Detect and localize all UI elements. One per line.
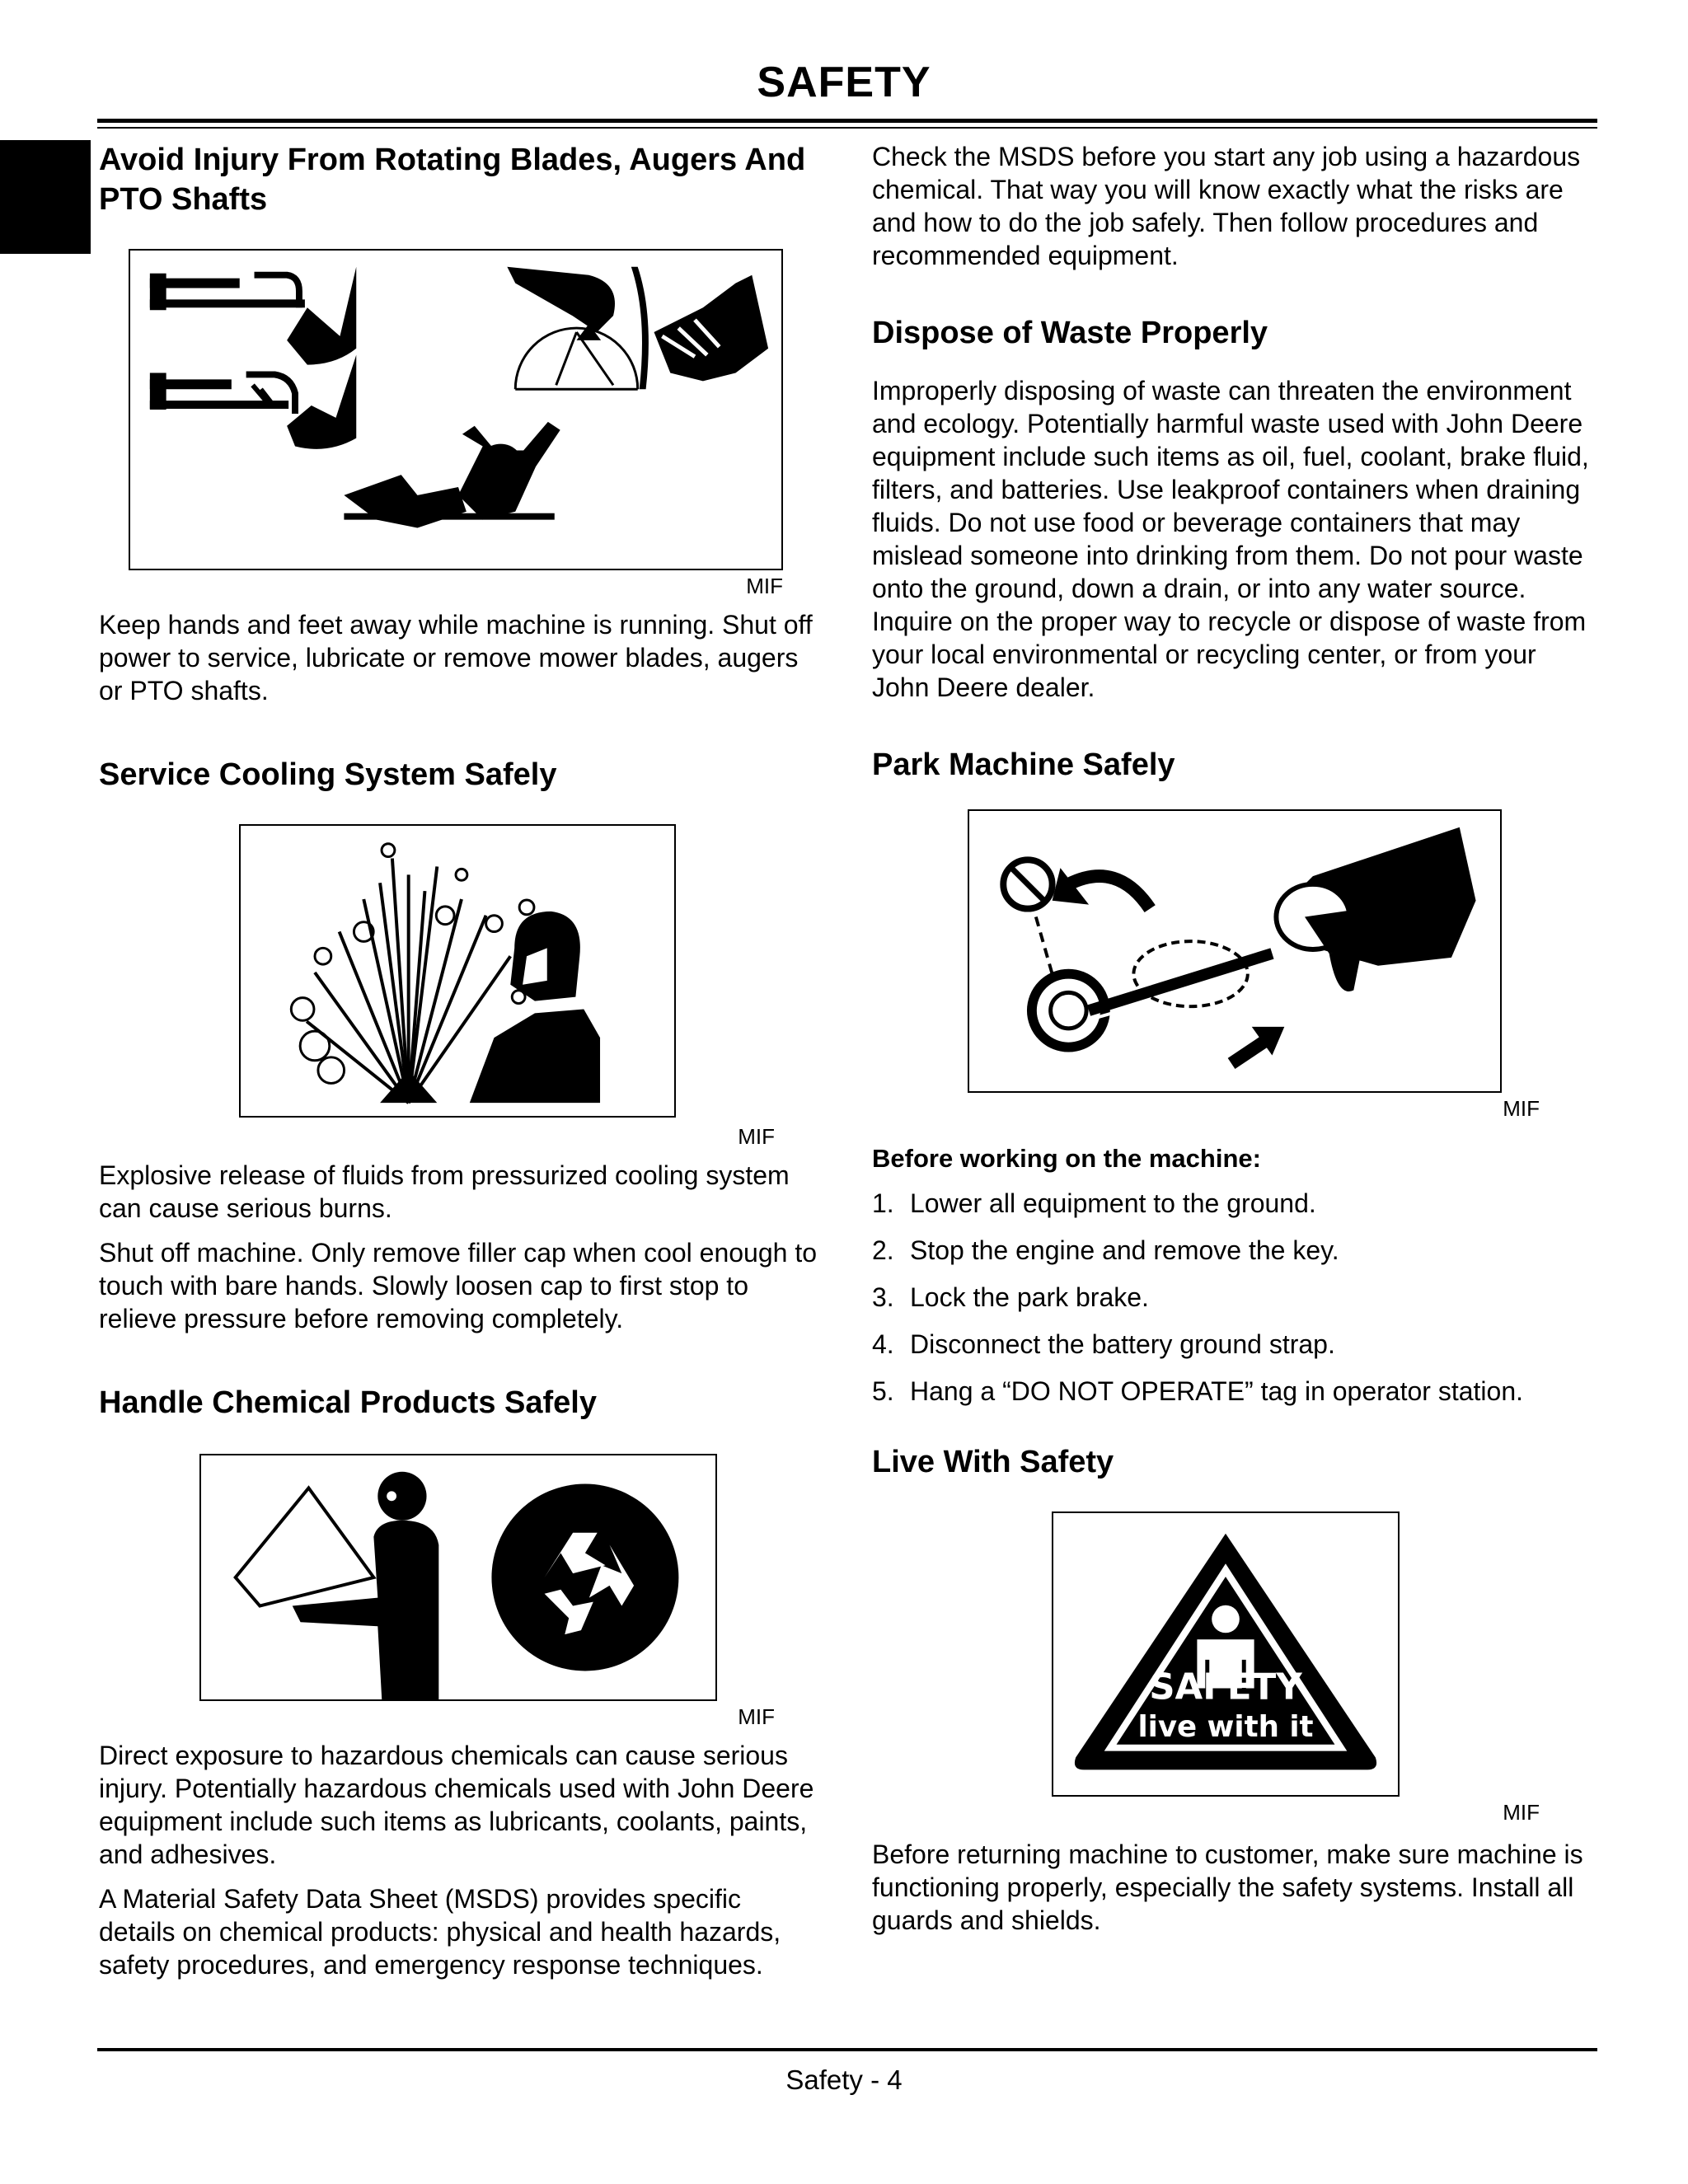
right-column: [872, 140, 1597, 1948]
park-step: 4. Disconnect the battery ground strap.: [872, 1329, 1335, 1359]
live-with-safety-text: Before returning machine to customer, make sure machine is functioning properly, especially the safety systems. Install all guards and shields.: [872, 1840, 1583, 1935]
rotating-blades-figure-label: MIF: [746, 574, 783, 598]
live-with-safety-figure: [1052, 1511, 1400, 1797]
waste-text: Improperly disposing of waste can threaten the environment and ecology. Potentially harmful waste used with John Deere equipment include such items as oil, fuel, coolant, brake fluid, filters, and batteries. Use leakproof containers when draining fluids. Do not use food or beverage containers that may mislead someone into drinking from them. Do not pour waste onto the ground, down a drain, or into any water source. Inquire on the proper way to recycle or dispose of waste from your local environmental or recycling center, or from your John Deere dealer.: [872, 376, 1589, 702]
cooling-system-figure-label: MIF: [738, 1124, 775, 1149]
header-rule: [97, 119, 1597, 123]
chemical-products-text-2: A Material Safety Data Sheet (MSDS) provides specific details on chemical products: physical and health hazards, safety procedures, and emergency response techniques.: [99, 1884, 781, 1980]
park-steps-list: [872, 1187, 1597, 1408]
park-step: 2. Stop the engine and remove the key.: [872, 1235, 1339, 1265]
rotating-blades-figure: [129, 249, 783, 570]
park-machine-illustration: [969, 811, 1500, 1091]
header-rule-thin: [97, 127, 1597, 129]
cooling-system-text-2: Shut off machine. Only remove filler cap when cool enough to touch with bare hands. Slowly loosen cap to first stop to relieve pressure before removing completely.: [99, 1238, 818, 1333]
chemical-products-illustration: [201, 1455, 715, 1699]
safety-sign-subtitle: live with it: [1137, 1709, 1314, 1744]
page-title: SAFETY: [757, 59, 931, 106]
safety-sign-illustration: [1053, 1513, 1398, 1795]
chemical-products-figure: [199, 1454, 717, 1701]
chemical-products-text-1: Direct exposure to hazardous chemicals can cause serious injury. Potentially hazardous chemicals used with John Deere equipment include such items as lubricants, coolants, paints, and adhesives.: [99, 1741, 814, 1869]
live-with-safety-heading: Live With Safety: [872, 1445, 1114, 1479]
section-tab-marker: [0, 140, 91, 254]
cooling-system-heading: Service Cooling System Safely: [99, 757, 557, 792]
footer-rule: [97, 2048, 1597, 2051]
cooling-system-figure: [239, 824, 676, 1118]
park-step: 5. Hang a “DO NOT OPERATE” tag in operator station.: [872, 1376, 1523, 1406]
cooling-system-illustration: [241, 826, 674, 1116]
left-column: [99, 140, 824, 1993]
park-machine-figure: [968, 809, 1502, 1093]
chemical-products-figure-label: MIF: [738, 1704, 775, 1729]
chemical-products-heading: Handle Chemical Products Safely: [99, 1385, 597, 1420]
safety-sign-title: SAFETY: [1149, 1666, 1302, 1708]
park-intro: Before working on the machine:: [872, 1144, 1261, 1173]
waste-heading: Dispose of Waste Properly: [872, 316, 1268, 350]
cooling-system-text-1: Explosive release of fluids from pressurized cooling system can cause serious burns.: [99, 1160, 790, 1223]
park-machine-heading: Park Machine Safely: [872, 748, 1175, 782]
page-footer: Safety - 4: [785, 2064, 903, 2095]
rotating-blades-text: Keep hands and feet away while machine is running. Shut off power to service, lubricate or remove mower blades, augers or PTO shafts.: [99, 610, 813, 705]
rotating-blades-heading: Avoid Injury From Rotating Blades, Augers And PTO Shafts: [99, 143, 806, 217]
live-with-safety-figure-label: MIF: [1503, 1800, 1540, 1825]
msds-text: Check the MSDS before you start any job using a hazardous chemical. That way you will know exactly what the risks are and how to do the job safely. Then follow procedures and recommended equipment.: [872, 142, 1581, 270]
park-step: 1. Lower all equipment to the ground.: [872, 1188, 1316, 1218]
rotating-blades-illustration: [130, 251, 781, 569]
park-step: 3. Lock the park brake.: [872, 1282, 1149, 1312]
park-machine-figure-label: MIF: [1503, 1096, 1540, 1121]
